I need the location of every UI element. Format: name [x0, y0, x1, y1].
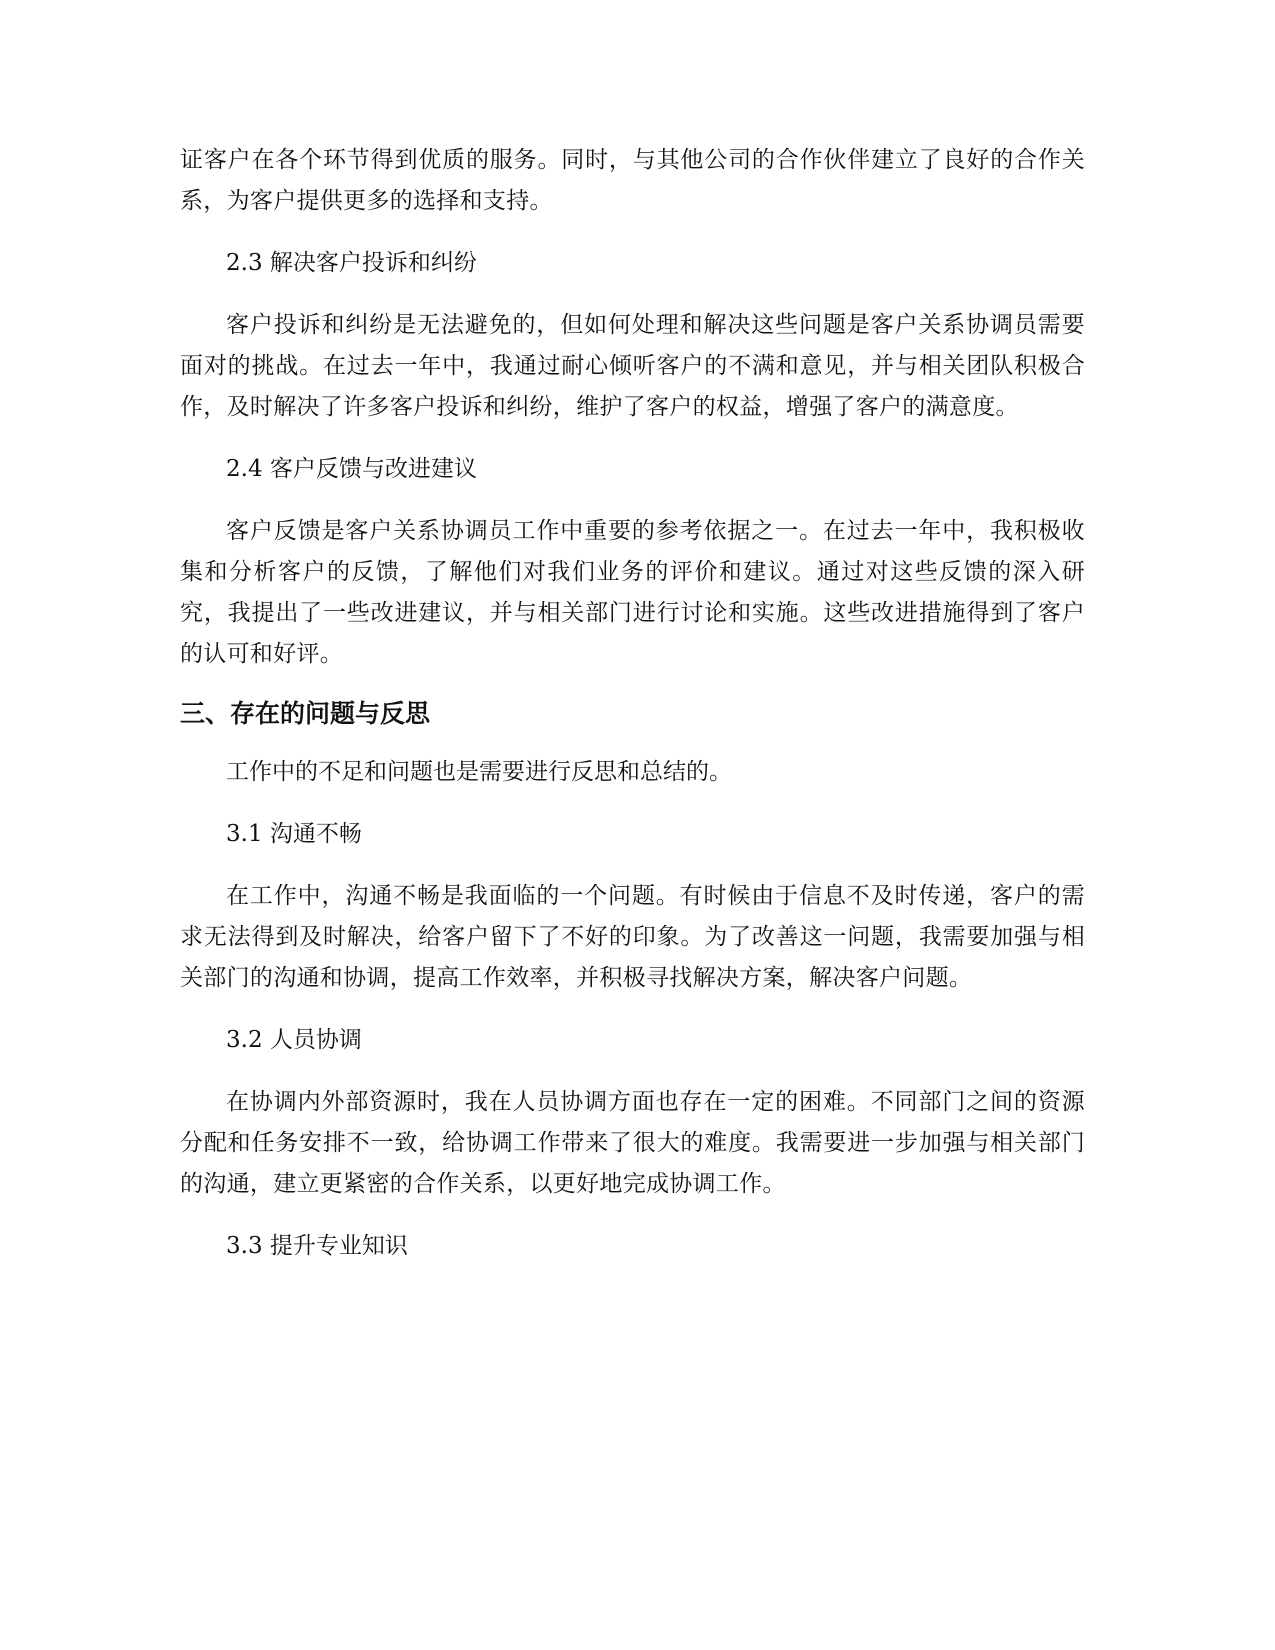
document-body	[180, 140, 1085, 1267]
paragraph-3-intro: 工作中的不足和问题也是需要进行反思和总结的。	[226, 759, 732, 785]
subheading-2-4: 2.4 客户反馈与改进建议	[226, 456, 477, 482]
paragraph-2-3: 客户投诉和纠纷是无法避免的，但如何处理和解决这些问题是客户关系协调员需要面对的挑战。在过去一年中，我通过耐心倾听客户的不满和意见，并与相关团队积极合作，及时解决了许多客户投诉和纠纷，维护了客户的权益，增强了客户的满意度。	[180, 312, 1085, 420]
subheading-3-3: 3.3 提升专业知识	[226, 1233, 408, 1259]
paragraph-intro: 证客户在各个环节得到优质的服务。同时，与其他公司的合作伙伴建立了良好的合作关系，为客户提供更多的选择和支持。	[180, 147, 1085, 214]
paragraph-3-2: 在协调内外部资源时，我在人员协调方面也存在一定的困难。不同部门之间的资源分配和任务安排不一致，给协调工作带来了很大的难度。我需要进一步加强与相关部门的沟通，建立更紧密的合作关系，以更好地完成协调工作。	[180, 1089, 1085, 1197]
paragraph-3-1: 在工作中，沟通不畅是我面临的一个问题。有时候由于信息不及时传递，客户的需求无法得到及时解决，给客户留下了不好的印象。为了改善这一问题，我需要加强与相关部门的沟通和协调，提高工作效率，并积极寻找解决方案，解决客户问题。	[180, 883, 1085, 991]
paragraph-2-4: 客户反馈是客户关系协调员工作中重要的参考依据之一。在过去一年中，我积极收集和分析客户的反馈，了解他们对我们业务的评价和建议。通过对这些反馈的深入研究，我提出了一些改进建议，并与相关部门进行讨论和实施。这些改进措施得到了客户的认可和好评。	[180, 518, 1085, 667]
subheading-2-3: 2.3 解决客户投诉和纠纷	[226, 250, 477, 276]
subheading-3-1: 3.1 沟通不畅	[226, 821, 362, 847]
section-heading-3: 三、存在的问题与反思	[180, 699, 431, 728]
subheading-3-2: 3.2 人员协调	[226, 1027, 362, 1053]
